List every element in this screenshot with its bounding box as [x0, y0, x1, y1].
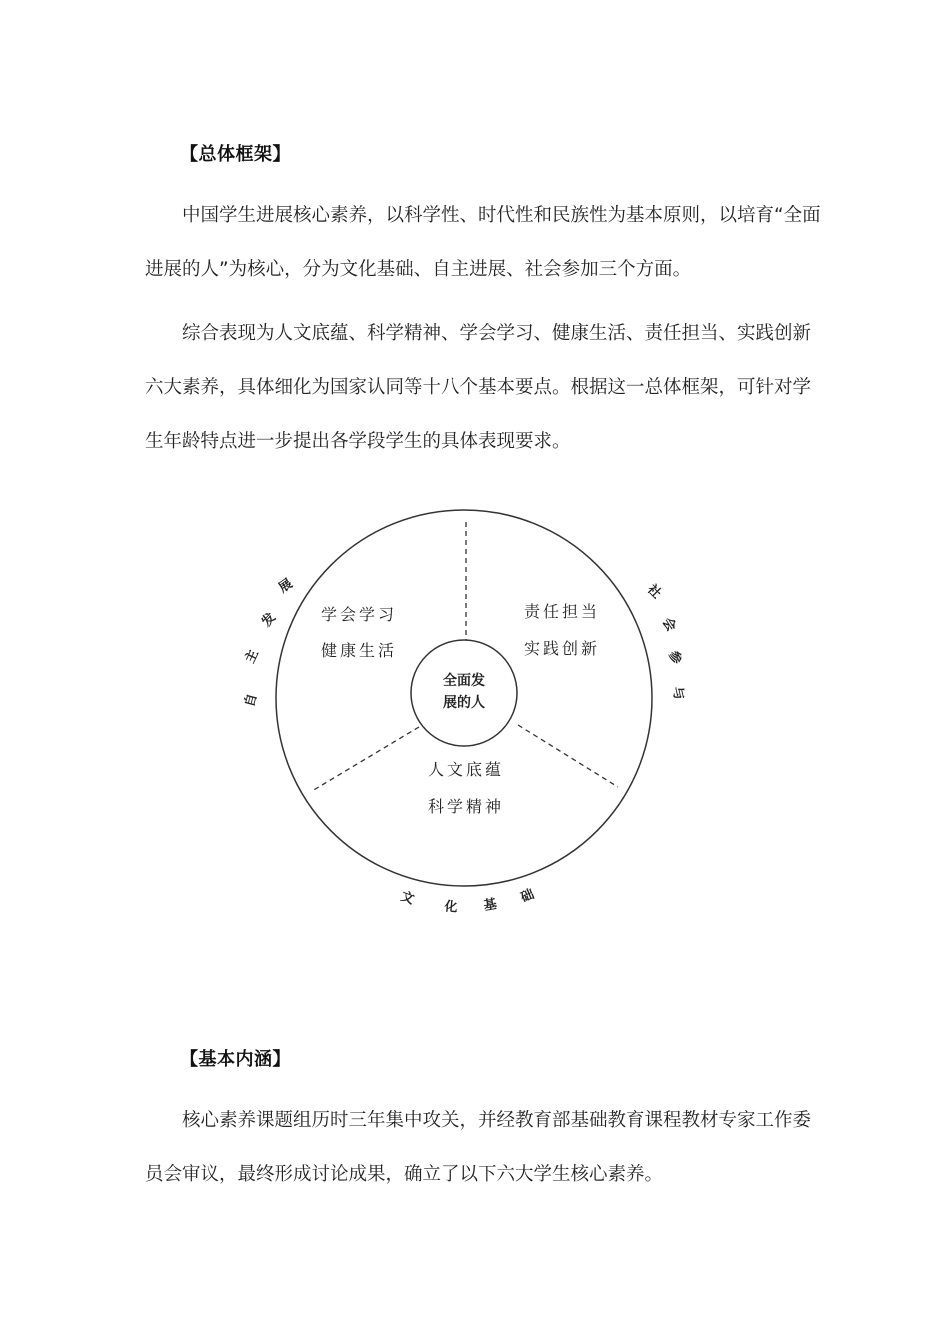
section-heading-framework: 【总体框架】 — [180, 144, 291, 165]
section-heading-connotation: 【基本内涵】 — [180, 1049, 291, 1070]
center-label-line1: 全面发 — [443, 673, 485, 689]
outer-bottom-char: 文 — [398, 889, 417, 908]
outer-right-char: 会 — [658, 615, 679, 635]
divider-right — [518, 725, 618, 787]
outer-right-char: 参 — [665, 648, 685, 667]
outer-bottom-char: 基 — [482, 896, 498, 914]
center-circle — [411, 640, 517, 746]
outer-bottom-char: 化 — [443, 899, 459, 916]
left-sector-line2: 健康生活 — [320, 641, 398, 660]
paragraph-text: 中国学生进展核心素养，以科学性、时代性和民族性为基本原则，以培育“全面进展的人”为核心，分为文化基础、自主进展、社会参加三个方面。 — [145, 205, 821, 280]
outer-label-left — [242, 576, 296, 708]
right-sector-line1: 责任担当 — [523, 602, 601, 621]
center-label-line2: 展的人 — [443, 695, 485, 711]
outer-bottom-char: 础 — [518, 886, 537, 906]
bottom-sector-line1: 人文底蕴 — [427, 760, 505, 779]
right-sector-line2: 实践创新 — [523, 639, 601, 658]
outer-right-char: 与 — [668, 685, 687, 702]
outer-label-bottom — [399, 886, 537, 915]
outer-left-char: 自 — [242, 692, 261, 709]
outer-left-char: 展 — [276, 576, 296, 597]
paragraph-text: 综合表现为人文底蕴、科学精神、学会学习、健康生活、责任担当、实践创新六大素养，具体细化为国家认同等十八个基本要点。根据这一总体框架，可针对学生年龄特点进一步提出各学段学生的具体表现要求。 — [145, 323, 812, 452]
outer-label-right — [643, 581, 687, 701]
paragraph-text: 核心素养课题组历时三年集中攻关，并经教育部基础教育课程教材专家工作委员会审议，最终形成讨论成果，确立了以下六大学生核心素养。 — [145, 1110, 812, 1185]
bottom-sector-line2: 科学精神 — [427, 797, 505, 816]
left-sector-line1: 学会学习 — [320, 605, 398, 624]
paragraph-connotation — [145, 1094, 825, 1202]
divider-left — [312, 727, 419, 791]
outer-left-char: 发 — [259, 610, 280, 630]
outer-left-char: 主 — [242, 647, 262, 666]
outer-right-char: 社 — [644, 582, 664, 602]
